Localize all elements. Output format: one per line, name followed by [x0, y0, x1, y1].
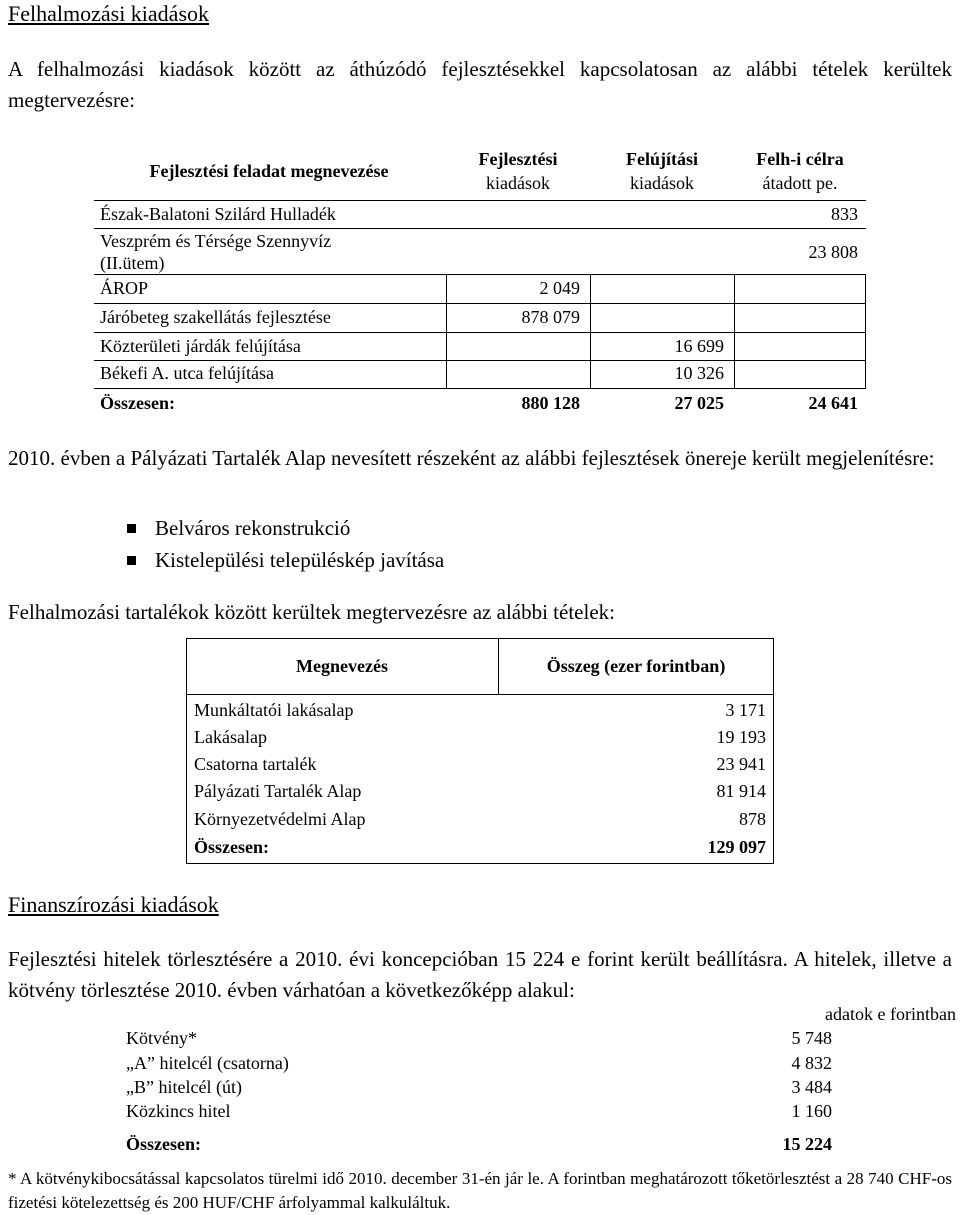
table-row-name: Békefi A. utca felújítása [100, 363, 274, 383]
table-row-dev: 878 079 [521, 307, 580, 327]
units-note: adatok e forintban [825, 1004, 956, 1024]
table-col-line [734, 274, 735, 388]
col-header-name: Fejlesztési feladat megnevezése [149, 161, 389, 181]
debt-item-name: Kötvény* [126, 1028, 197, 1048]
table-border [186, 638, 774, 639]
col-header-amount: Összeg (ezer forintban) [546, 656, 726, 676]
table-divider [94, 303, 866, 304]
col-header-dev-line1: Fejlesztési [478, 149, 558, 169]
table-row-name: Közterületi járdák felújítása [100, 336, 301, 356]
footnote: * A kötvénykibocsátással kapcsolatos türelmi idő 2010. december 31-én jár le. A forintban meghatározott tőketörlesztést a 28 740 CHF-os fizetési kötelezettség és 200 HUF/CHF árfolyammal kalkuláltuk. [8, 1169, 952, 1212]
table-row-name-line1: Veszprém és Térsége Szennyvíz [100, 231, 332, 251]
debt-item-name: „A” hitelcél (csatorna) [126, 1053, 289, 1073]
table-col-line [498, 638, 499, 694]
intro-paragraph-2: 2010. évben a Pályázati Tartalék Alap nevesített részeként az alábbi fejlesztések önereje került megjelenítésre: [8, 446, 935, 470]
table-row-name-line2: (II.ütem) [100, 253, 165, 273]
table-divider [94, 388, 866, 389]
table-row-dev: 2 049 [539, 278, 580, 298]
table-row-name: ÁROP [100, 278, 149, 298]
table-row-ren: 16 699 [674, 336, 724, 356]
table-row-amount: 19 193 [716, 727, 766, 747]
debt-item-name: „B” hitelcél (út) [126, 1077, 242, 1097]
col-header-name: Megnevezés [296, 656, 388, 676]
intro-paragraph-1: A felhalmozási kiadások között az áthúzódó fejlesztésekkel kapcsolatosan az alábbi tételek kerültek megtervezésre: [8, 57, 952, 112]
table-row-name: Lakásalap [194, 727, 267, 747]
col-header-ren-line1: Felújítási [626, 149, 698, 169]
table-row-transfer: 23 808 [808, 242, 858, 262]
table-row-name: Pályázati Tartalék Alap [194, 781, 362, 801]
debt-total-label: Összesen: [126, 1134, 201, 1154]
col-header-dev-line2: kiadások [486, 173, 550, 193]
table-total-label: Összesen: [194, 837, 269, 857]
table-row-name: Környezetvédelmi Alap [194, 809, 366, 829]
list-item: Belváros rekonstrukció [155, 516, 351, 540]
development-expenses-table [94, 142, 866, 432]
table-col-line [446, 274, 447, 388]
table-col-line [865, 274, 866, 388]
section-heading-finanszirozasi: Finanszírozási kiadások [8, 892, 219, 917]
table-border [773, 638, 774, 864]
table-row-amount: 878 [739, 809, 766, 829]
table-row-name: Járóbeteg szakellátás fejlesztése [100, 307, 331, 327]
table-row-transfer: 833 [831, 204, 858, 224]
square-bullet-icon [127, 556, 136, 565]
table-divider [94, 274, 866, 275]
table-border [186, 638, 187, 864]
table-row-amount: 81 914 [716, 781, 766, 801]
table-divider [94, 200, 866, 201]
debt-item-amount: 5 748 [791, 1028, 832, 1048]
col-header-transfer-line1: Felh-i célra [756, 149, 844, 169]
table-divider [94, 332, 866, 333]
table-row-name: Munkáltatói lakásalap [194, 700, 354, 720]
debt-item-amount: 4 832 [791, 1053, 832, 1073]
table-row-name: Csatorna tartalék [194, 754, 317, 774]
debt-total-amount: 15 224 [782, 1134, 832, 1154]
col-header-ren-line2: kiadások [630, 173, 694, 193]
table-divider [94, 360, 866, 361]
section-heading-felhalmozasi: Felhalmozási kiadások [8, 1, 210, 26]
table-col-line [590, 274, 591, 388]
col-header-transfer-line2: átadott pe. [762, 173, 838, 193]
reserves-table [186, 638, 774, 864]
table-row-amount: 23 941 [716, 754, 766, 774]
table-border [186, 694, 774, 695]
table-total-label: Összesen: [100, 393, 175, 413]
debt-item-amount: 1 160 [791, 1101, 832, 1121]
table-row-name: Észak-Balatoni Szilárd Hulladék [100, 204, 336, 224]
financing-paragraph: Fejlesztési hitelek törlesztésére a 2010. évi koncepcióban 15 224 e forint került beállításra. A hitelek, illetve a kötvény törlesztése 2010. évben várhatóan a következőképp alakul: [8, 947, 952, 1002]
table-divider [94, 228, 866, 229]
table-total-dev: 880 128 [521, 393, 580, 413]
table-total-transfer: 24 641 [808, 393, 858, 413]
square-bullet-icon [127, 524, 136, 533]
table-row-amount: 3 171 [725, 700, 766, 720]
debt-item-name: Közkincs hitel [126, 1101, 231, 1121]
table-row-ren: 10 326 [674, 363, 724, 383]
intro-paragraph-3: Felhalmozási tartalékok között kerültek megtervezésre az alábbi tételek: [8, 600, 615, 624]
table-total-amount: 129 097 [707, 837, 766, 857]
list-item: Kistelepülési településkép javítása [155, 548, 445, 572]
table-border [186, 863, 774, 864]
table-total-ren: 27 025 [674, 393, 724, 413]
debt-item-amount: 3 484 [791, 1077, 832, 1097]
